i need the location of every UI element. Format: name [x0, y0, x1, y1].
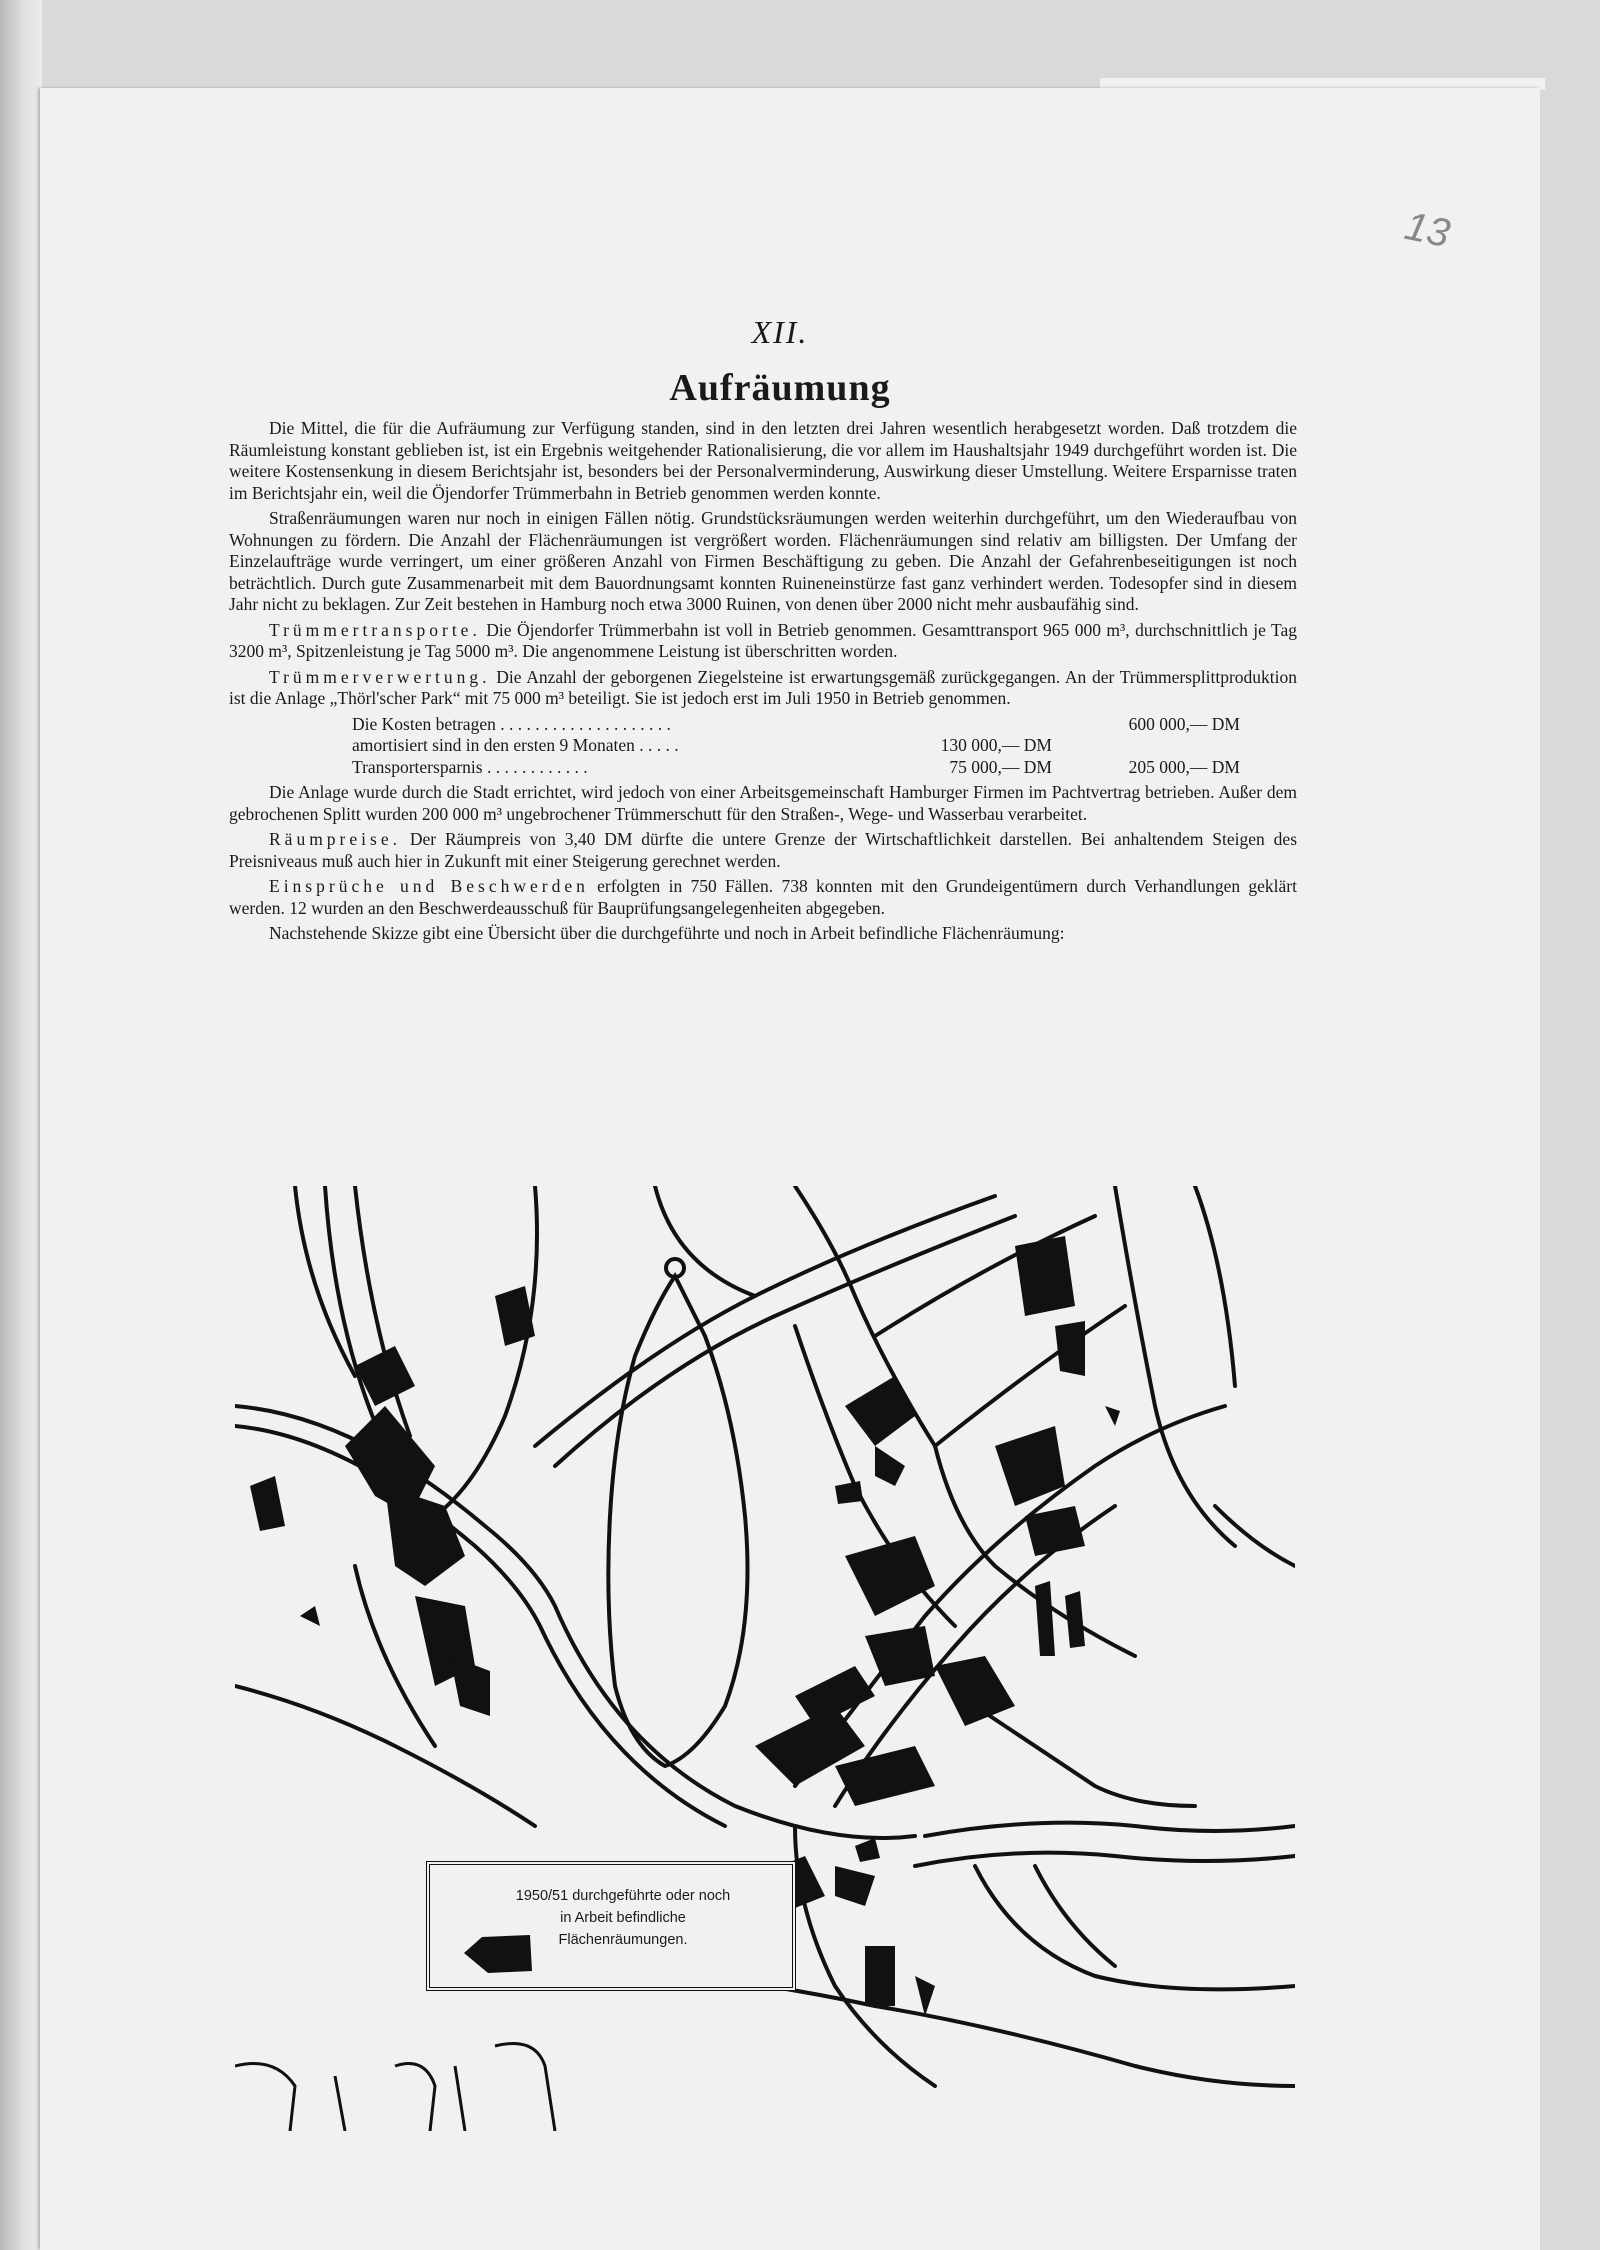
raumpreise-lead: Räumpreise. — [269, 829, 401, 849]
legend-line: 1950/51 durchgeführte oder noch — [515, 1888, 731, 1904]
cost-row — [352, 735, 1240, 757]
paragraph-raumpreise — [229, 829, 1297, 872]
map-clearance-area — [835, 1481, 863, 1504]
map-road — [925, 1823, 1295, 1836]
document-page — [40, 88, 1540, 2250]
map-road — [975, 1866, 1295, 1989]
map-clearance-area — [835, 1746, 935, 1806]
chapter-title: Aufräumung — [669, 367, 891, 409]
map-clearance-area — [1055, 1321, 1085, 1376]
cost-col2 — [1060, 735, 1240, 757]
verwertung-text: Die Anzahl der geborgenen Ziegelsteine ist erwartungsgemäß zurückgegangen. An der Trümmersplittproduktion ist die Anlage „Thörl'scher Park“ mit 75 000 m³ beteiligt. Sie ist jedoch erst im Juli 1950 in Betrieb genommen. — [229, 666, 1297, 708]
map-clearance-area — [835, 1866, 875, 1906]
legend-line: Flächenräumungen. — [558, 1932, 688, 1948]
map-pier — [235, 2064, 295, 2132]
map-clearance-area — [1015, 1236, 1075, 1316]
cost-col1 — [872, 714, 1060, 736]
map-clearance-area — [935, 1656, 1015, 1726]
einsprueche-text: erfolgten in 750 Fällen. 738 konnten mit den Grundeigentümern durch Verhandlungen geklärt werden. 12 wurden an den Beschwerdeausschuß für Bauprüfungsangelegenheiten abgegeben. — [229, 876, 1297, 918]
paragraph-funding: Die Mittel, die für die Aufräumung zur Verfügung standen, sind in den letzten drei Jahren wesentlich herabgesetzt worden. Daß trotzdem die Räumleistung konstant geblieben ist, ist ein Ergebnis weitgehender Rationalisierung, die vor allem im Haushaltsjahr 1949 durchgeführt worden ist. Die weitere Kostensenkung in diesem Berichtsjahr ist, besonders bei der Personalverminderung, Auswirkung dieser Umstellung. Weitere Ersparnisse traten im Berichtsjahr ein, weil die Öjendorfer Trümmerbahn in Betrieb genommen werden konnte. — [229, 418, 1297, 503]
cost-label: Transportersparnis . . . . . . . . . . . . — [352, 756, 588, 777]
cost-row — [352, 757, 1240, 779]
cost-col1: 130 000,— DM — [940, 735, 1052, 755]
map-clearance-area — [300, 1606, 320, 1626]
folio-mark: 13 — [1401, 203, 1454, 257]
map-lake-alster — [608, 1276, 747, 1766]
map-pier — [495, 2044, 555, 2132]
map-clearance-area — [1105, 1406, 1120, 1426]
map-legend — [426, 1861, 796, 1991]
paragraph-einsprueche — [229, 876, 1297, 919]
map-clearance-area — [1035, 1581, 1055, 1656]
cost-col1: 75 000,— DM — [949, 756, 1052, 777]
map-clearance-area — [250, 1476, 285, 1531]
map-road — [655, 1186, 755, 1296]
paragraph-closing: Nachstehende Skizze gibt eine Übersicht über die durchgeführte und noch in Arbeit befindliche Flächenräumung: — [269, 923, 1065, 943]
map-clearance-area — [1065, 1591, 1085, 1648]
map-clearance-area — [450, 1656, 490, 1716]
map-road — [435, 1186, 537, 1516]
map-clearance-area — [495, 1286, 535, 1346]
map-road — [975, 1706, 1195, 1806]
cost-label: Die Kosten betragen . . . . . . . . . . . . . . . . . . . . — [352, 713, 671, 734]
map-road — [915, 1853, 1295, 1866]
transport-text: Die Öjendorfer Trümmerbahn ist voll in Betrieb genommen. Gesamttransport 965 000 m³, durchschnittlich je Tag 3200 m³, Spitzenleistung je Tag 5000 m³. Die angenommene Leistung ist überschritten worden. — [229, 619, 1297, 661]
map-road — [295, 1186, 355, 1376]
transport-lead: Trümmertransporte. — [269, 619, 481, 640]
map-clearance-area — [845, 1536, 935, 1616]
map-road — [1115, 1186, 1235, 1546]
map-clearance-area — [915, 1976, 935, 2016]
map-road — [355, 1566, 435, 1746]
map-pier — [395, 2064, 435, 2132]
verwertung-lead: Trümmerverwertung. — [269, 666, 491, 687]
map-road — [555, 1216, 1015, 1466]
cost-col2: 205 000,— DM — [1128, 756, 1240, 777]
cost-label: amortisiert sind in den ersten 9 Monaten . . . . . — [352, 735, 679, 755]
map-pier — [455, 2066, 465, 2131]
scan-edge — [0, 0, 42, 2250]
map-road — [935, 1306, 1125, 1446]
legend-swatch-icon — [460, 1931, 540, 1977]
cost-col2: 600 000,— DM — [1128, 713, 1240, 734]
map-road — [1215, 1506, 1295, 1566]
body-text — [229, 418, 1297, 949]
paragraph-clearing: Straßenräumungen waren nur noch in einigen Fällen nötig. Grundstücksräumungen werden weiterhin durchgeführt, um den Wiederaufbau von Wohnungen zu fördern. Die Anzahl der Flächenräumungen ist vergrößert worden. Flächenräumungen sind relativ am billigsten. Der Umfang der Einzelaufträge wurde verringert, um einer größeren Anzahl von Firmen Beschäftigung zu geben. Die Anzahl der Gefahrenbeseitigungen ist noch beträchtlich. Durch gute Zusammenarbeit mit dem Bauordnungsamt konnten Ruineneinstürze fast ganz verhindert werden. Todesopfer sind in diesem Jahr nicht zu beklagen. Zur Zeit bestehen in Hamburg noch etwa 3000 Ruinen, von denen über 2000 nicht mehr ausbaufähig sind. — [229, 508, 1297, 614]
legend-line: in Arbeit befindliche — [560, 1910, 686, 1926]
map-pier — [335, 2076, 345, 2131]
map-harbour — [235, 2044, 555, 2132]
einsprueche-lead: Einsprüche und Beschwerden — [269, 876, 589, 896]
map-clearance-area — [875, 1446, 905, 1486]
cost-row — [352, 714, 1240, 736]
chapter-number: XII. — [751, 314, 809, 350]
cost-table — [352, 714, 1240, 779]
map-clearance-area — [845, 1376, 915, 1446]
paragraph-verwertung — [229, 667, 1297, 710]
paragraph-anlage: Die Anlage wurde durch die Stadt errichtet, wird jedoch von einer Arbeitsgemeinschaft Hamburger Firmen im Pachtvertrag betrieben. Außer dem gebrochenen Splitt wurden 200 000 m³ ungebrochener Trümmerschutt für den Straßen-, Wege- und Wasserbau verarbeitet. — [229, 782, 1297, 824]
raumpreise-text: Der Räumpreis von 3,40 DM dürfte die untere Grenze der Wirtschaftlichkeit darstellen. Bei anhaltendem Steigen des Preisniveaus muß auch hier in Zukunft mit einer Steigerung gerechnet werden. — [229, 829, 1297, 871]
map-road — [1195, 1186, 1235, 1386]
map-clearance-area — [865, 1946, 895, 2006]
paragraph-transport — [229, 620, 1297, 663]
map-road — [235, 1426, 725, 1826]
map-clearance-area — [855, 1838, 880, 1862]
